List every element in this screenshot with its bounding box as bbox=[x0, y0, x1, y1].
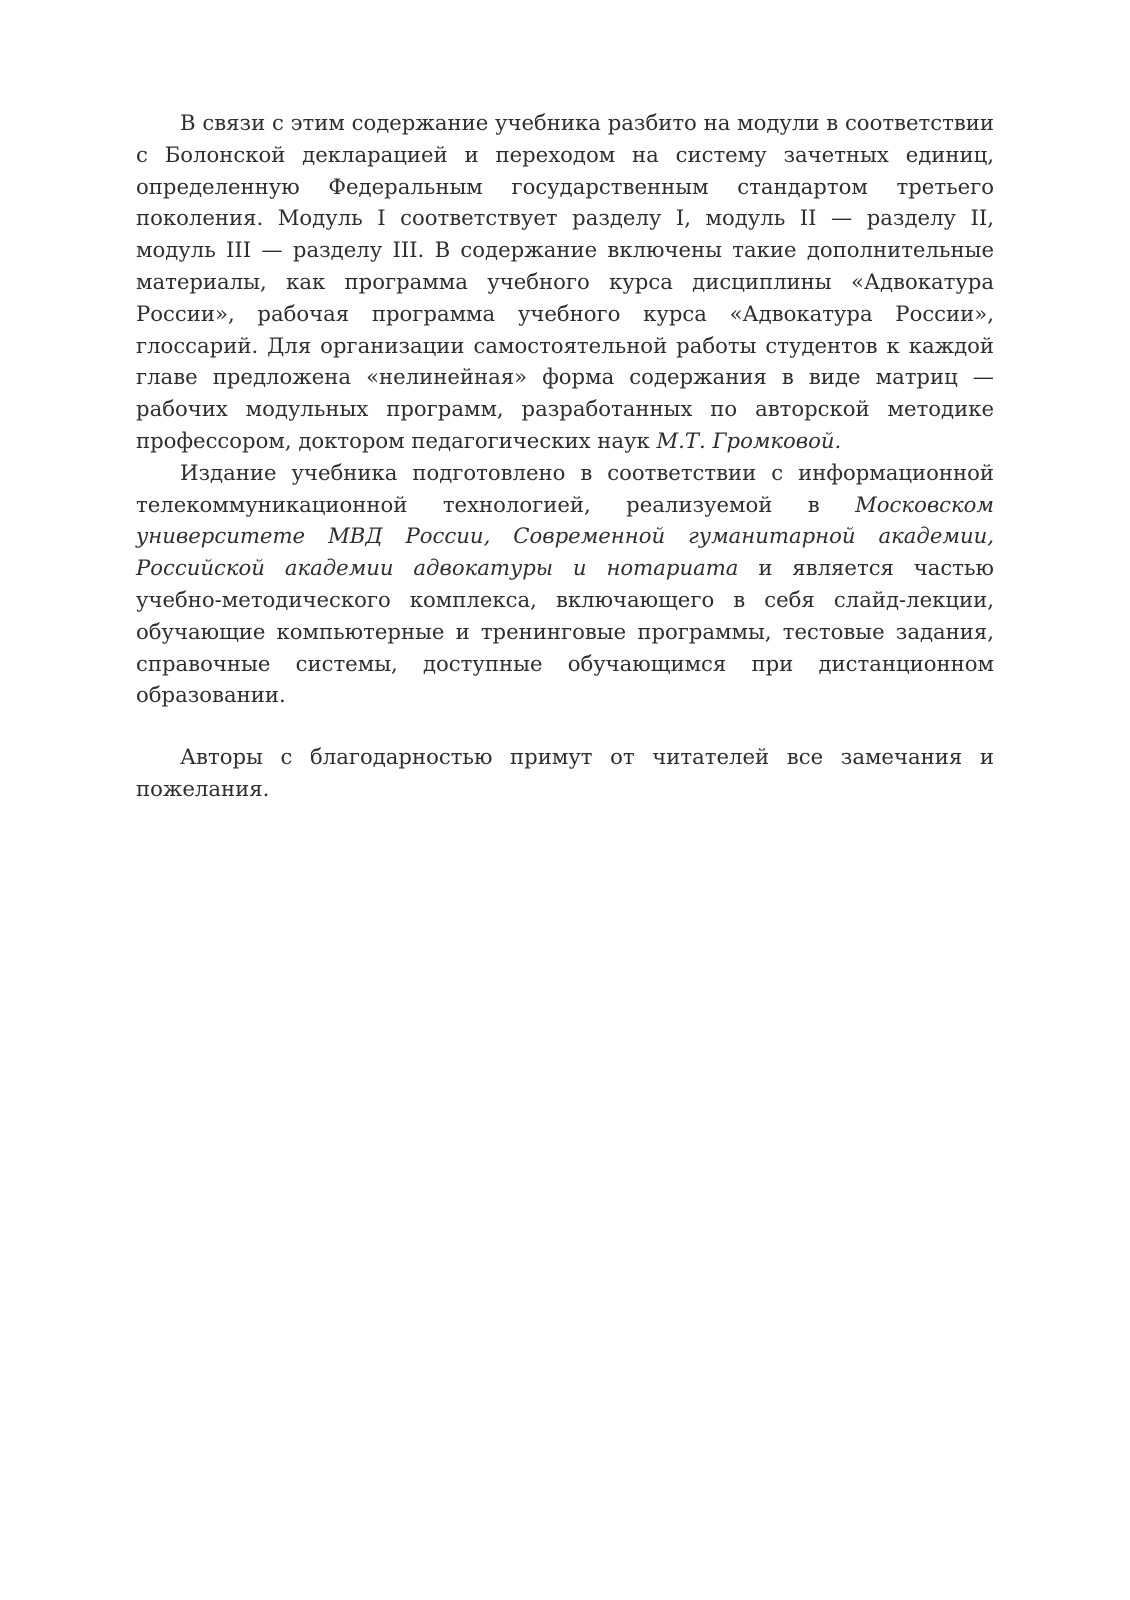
paragraph-modules-text: В связи с этим содержание учебника разбито на модули в соответствии с Болонской декларацией и переходом на систему зачетных единиц, определенную Федеральным государственным стандартом третьего поколения. Модуль I соответствует разделу I, модуль II — разделу II, модуль III — разделу III. В содержание включены такие дополнительные материалы, как программа учебного курса дисциплины «Адвокатура России», рабочая программа учебного курса «Адвокатура России», глоссарий. Для организации самостоятельной работы студентов к каждой главе предложена «нелинейная» форма содержания в виде матриц — рабочих модульных программ, разработанных по авторской методике профессором, доктором педагогических наук bbox=[136, 110, 994, 453]
paragraph-acknowledgement bbox=[136, 741, 994, 805]
paragraph-edition-text-after: и является частью учебно-методического комплекса, включающего в себя слайд-лекции, обучающие компьютерные и тренинговые программы, тестовые задания, справочные системы, доступные обучающимся при дистанционном образовании. bbox=[136, 555, 994, 708]
institutions-list: Московском университете МВД России, Современной гуманитарной академии, Российской академии адвокатуры и нотариата bbox=[136, 491, 994, 581]
author-name: М.Т. Громковой. bbox=[656, 427, 842, 453]
paragraph-edition bbox=[136, 457, 994, 711]
paragraph-modules bbox=[136, 107, 994, 457]
paragraph-acknowledgement-text: Авторы с благодарностью примут от читателей все замечания и пожелания. bbox=[136, 744, 994, 801]
body-text bbox=[136, 107, 994, 805]
paragraph-edition-text-before: Издание учебника подготовлено в соответствии с информационной телекоммуникационной технологией, реализуемой в bbox=[136, 459, 994, 517]
